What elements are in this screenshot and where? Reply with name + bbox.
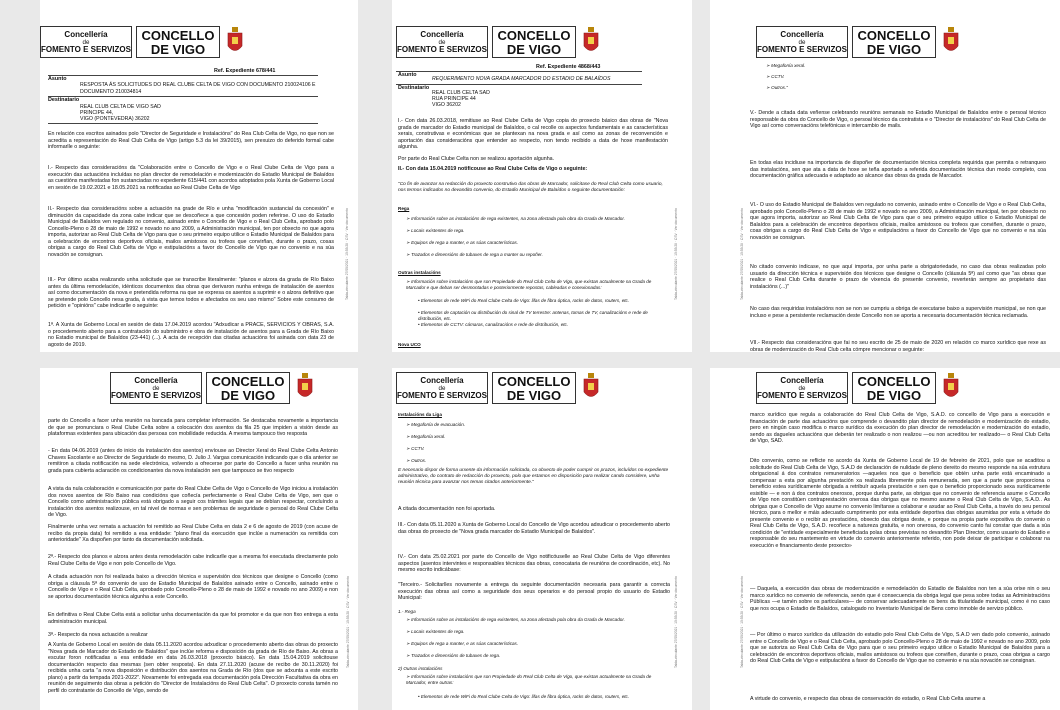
paragraph: parte do Concello a facer unha reunión na bancada para completar información. Se destacaba novamente a importancia de que se pronunciara o Real Clube Celta sobre a colocación dos asentos da fila 25 que impiden a visión desde as plataformas existentes para ubicación das persoas con mobilidade reducida. A mesma tampouco tivo resposta [48, 418, 338, 437]
asunto-value: RESPOSTA ÁS SOLICITUDES DO REAL CLUBE CELTA DE VIGO CON DOCUMENTO 210024106 E DOCUMENTO 210034814 [80, 82, 316, 95]
side-stamp: Tabla-vinculante 27/05/2021 · 10:55:28 · CSV · Ver documento [674, 208, 678, 300]
consellaria-box: Concellería de FOMENTO E SERVIZOS [756, 372, 848, 404]
paragraph: 1ª. A Xunta de Goberno Local en sesión de data 17.04.2019 acordou "Adxudicar a PRACE, SERVICIOS Y OBRAS, S.A. o procedemento aberto para a contratación do subministro e obra de instalación de asentos para a Grada de Río Baixo no Estadio municipal de Balaídos (23-441) (...). A acta de recepción das citadas actuacións foi asinada con data 23 de agosto de 2019. [48, 322, 334, 348]
list-item: ➢ Información sobre instalacións que son Propiedade do Real Club Celta de Vigo, que existan actualmente na Grada de Marcador, entre outras: [406, 674, 652, 685]
concello-box: CONCELLO DE VIGO [852, 372, 936, 404]
list-item: • Elementos de CCTV: cámaras, canalizacións e rede de distribución, etc. [418, 322, 569, 327]
vigo-crest-icon [582, 26, 600, 56]
paragraph: 3ª.- Respecto da nova actuación a realizar [48, 632, 148, 638]
paragraph: No citado convenio indicase, no que aquí importa, por unha parte a obrigatoriedade, no caso das obras realizadas polo usuario da dirección técnica e supervisión dos técnicos que designe o Concello (cláusula 5ª) así como que "as obras que realice o Real Club Celta durante o prazo de vixencia do presente convenio, reverterán sempre ao propietario das instalacións (...)" [750, 264, 1046, 290]
divider [396, 71, 642, 72]
concello-box: CONCELLO DE VIGO [136, 26, 220, 58]
side-stamp: Tabla-vinculante 27/05/2021 · 10:55:28 · CSV · Ver documento [740, 208, 744, 300]
destinatario-line: REAL CLUB CELTA DE VIGO SAD [80, 104, 161, 110]
document-page-2 [392, 0, 692, 352]
destinatario-line: RUA PRINCIPE 44 [432, 96, 476, 102]
list-item: ➢ Megafonía de evacuación. [406, 422, 466, 427]
paragraph: 2ª.- Respecto dos planos e alzora antes desta remodelación cabe indicarlle que a mesma foi executada directamente polo Real Clube Celta de Vigo e non polo Concello de Vigo. [48, 554, 338, 567]
document-page-1 [40, 0, 358, 352]
paragraph: En definitiva o Real Clube Celta está a solicitar unha documentación da que foi promotor e da que non fixo entrega a esta administración municipal. [48, 612, 338, 625]
divider [48, 123, 318, 124]
paragraph: VI.- O uso do Estadio Municipal de Balaídos ven regulado no convenio, asinado entre o Concello de Vigo e o Real Club Celta, aprobado polo Concello-Pleno o 28 de maio de 1992 e novado no ano 2009, a Administración municipal, ten por obxecto no que agora importa, autorizar ao Real Club Celta de Vigo para que o seu primeiro equipo utilice o Estadio Municipal de Balaídos para a celebración de encontros deportivos oficiais, mailos amistosos ou trofeos que conviñen, durante o prazo, coas obrigas a cargo do Real Club Celta de Vigo e estipulacións a favor do Concello de Vigo que no convenio e na súa novación se consignan. [750, 202, 1046, 241]
destinatario-label: Destinatario [48, 97, 80, 103]
consellaria-box: Concellería de FOMENTO E SERVIZOS [396, 26, 488, 58]
paragraph: A vista da nula colaboración e comunicación por parte do Real Clube Celta de Vigo o Concello de Vigo iniciou a instalación dos novos asentos de Río Baixo nas condicións que coñecía perfectamente o Real Clube Celta de Vigo, sen que o Concello como administración pública está obrigado a seguir cos trámites legais que se debían respectar, concluíndo a instalación dos asentos realizouse, en tal nivel de normas e sen problemas de seguridade o persoal do Real Clube Celta de Vigo. [48, 486, 338, 518]
list-item: ➢ Equipos de rega a manter, e as súas características. [406, 641, 519, 646]
destinatario-line: REAL CLUB CELTA SAD [432, 90, 490, 96]
paragraph: — Daquela, a execución das obras de modernización e remodelación do Estadio de Balaídos non ten a súa orixe nin o seu marco xurídico no convenio de referencia, senón que é consecuencia da obriga legal que pesa sobre todas as Administracións Públicas —e tamén sobre os particulares— de conservar adecuadamente os bens da titularidade municipal, como é no caso que nos ocupa o Estadio de Balaídos, catalogado no Inventario Municipal de Bens como inmoble de servizo público. [750, 586, 1050, 612]
consellaria-box: Concellería de FOMENTO E SERVIZOS [396, 372, 488, 404]
list-item: ➢ Trazados e dimensións de tubaxes de rega a manter ou repoñer. [406, 252, 543, 257]
section-title: 2) Outras instalacións [398, 666, 443, 671]
vigo-crest-icon [942, 372, 960, 402]
list-item: ➢ Información sobre as instalacións de rega existentes, na zona afectada pola obra da Grada de Marcador. [406, 216, 625, 221]
destinatario-label: Destinatario [398, 85, 430, 91]
list-item: ➢ Outros." [766, 85, 788, 90]
concello-box: CONCELLO DE VIGO [852, 26, 936, 58]
side-stamp: Tabla-vinculante 27/05/2021 · 10:55:28 · CSV · Ver documento [740, 576, 744, 668]
destinatario-line: VIGO (PONTEVEDRA) 36202 [80, 116, 150, 122]
vigo-crest-icon [296, 372, 314, 402]
divider [48, 75, 318, 76]
paragraph: III.- Con data 05.11.2020 a Xunta de Goberno Local do Concello de Vigo acordou adxudicar o procedemento aberto das obras do proxecto de "Nova grada marcador do Estadio Municipal de Balaídos". [398, 522, 670, 535]
paragraph: III.- Por último acaba realizando unha solicitude que se transcribe literalmente: "planos e alzora da grada de Río Baixo antes da última remodelación, idénticos documentos das obras que derivaron nunha entrega de instalación de asentos así como documentación da nova e pretendida reforma na que se expresa os asentos a suprimir e o alzora definitivo que se pretende polo Concello nesa grada, á vista que temos todos e afectados os seu uso mismo" Sobre este consumo de petición e "opinións" cabe indicarlle o seguinte: [48, 277, 334, 309]
list-item: ➢ Megafonía xeral. [766, 63, 806, 68]
section-title: Instalacións da Liga [398, 412, 442, 417]
paragraph: A Xunta de Goberno Local en sesión de data 05.11.2020 acordou adxudicar o procedemento aberto das obras do proxecto "Nova grada de Marcador do Estadio de Balaídos" que inclúe reforma e disposición da grada de Río de Baixo. As obras a escutar foron notificadas a esa entidade en data 26.03.2018 (proxecto básico). En data 15.04.2019 solicitouse documentación respecto das mesmas (sen obter resposta). En data 27.11.2020 (acuse de recibo de 30.11.2020) foi recibida unha carta "a nova disposición e distribución dos asentos na Grada de Río (dos que se adxunta a este escrito plano) a partir da tempada 2021-2022". Novamente foi entregada esa documentación pola Dirección Facultativa da obra en reunión de seguimento das obras a petición do "Director de Instalacións do Real Club Celta". O proxecto consta tamén no perfil do contratante do Concello de Vigo, sendo de [48, 642, 338, 694]
document-page-6 [710, 368, 1060, 710]
paragraph: No caso das requiridas instalacións non se non se cumpriu a obriga de executarse baixo a supervisión municipal, se non que incluso e pese a persistente reclamación deste Concello non se aporta a necesaria documentación técnica reclamada. [750, 306, 1046, 319]
side-stamp: Tabla-vinculante 27/05/2021 · 10:55:28 · CSV · Ver documento [346, 576, 350, 668]
paragraph: marco xurídico que regula a colaboración do Real Club Celta de Vigo, S.A.D. co concello de Vigo para a execución e financiación de parte das actuacións que comprende o devandito plan director de remodelación e modernización do estadio, pero en ningún caso modifica o marco xurídico da execución do plan director de remodelación e modernización do estadio, sendo as dagueles actuacións que deberán ter realizado o non realizou —ou non acreditou ter realizado— o Real Club Celta de Vigo, SAD. [750, 412, 1050, 444]
list-item: ➢ Outros. [406, 458, 427, 463]
paragraph: I.- Con data 26.03.2018, remitiuse ao Real Clube Celta de Vigo copia do proxecto básico das obras de "Nova grada de marcador do Estadio municipal de Balaídos, o cal recolle os aspectos fundamentais e as características xerais, construtivas e económicas que se plantexan na nova grada e así como as zonas de reconvención e aportación das consideracións que entender ao respecto, non tendo recibido a data de hoxe manifestación algunha. [398, 118, 668, 150]
paragraph: IV.- Con data 25.02.2021 por parte do Concello de Vigo notificóuselle ao Real Clube Celta de Vigo diferentes aspectos (asentos intervintes e responsables técnicos das obras, conocataria de reunións de coordinación, etc). No mesmo escrito indicábase: [398, 554, 670, 573]
paragraph: — Por último o marco xurídico da utilización do estadio polo Real Club Celta de Vigo, S.A.D ven dado polo convenio, asinado entre o Concello de Vigo e o Real Club Celta, aprobado polo Concello-Pleno o 28 de maio de 1992 e novado no ano 2009, polo que se autoriza ao Real Club Celta de Vigo para que o seu primeiro equipo utilice o Estadio Municipal de Balaídos para a celebración de encontros deportivos oficiais, mailos amistosos ou trofeos que conviñen, durante o prazo, coas obrigas a cargo do Real Club Celta de Vigo e estipulacións a favor do Concello de Vigo que no convenio e na súa novación se consignan. [750, 632, 1050, 664]
paragraph: Dito convenio, como se reflicte no acordo da Xunta de Goberno Local de 19 de febreiro de 2021, polo que se acaditou a solicitude do Real Club Celta de Vigo, S.A.D de declaración de nulidade de pleno dereito do mesmo responde na súa estrutura obrigacional á dos contratos remuneratorios —aqueles nos que o beneficio que obtén unha parte está encaminado a compensar a esta por algunha prestación xa realizada libremente pola remunerada, sen que a parte que proporciona o beneficio estea xurídicamente obrigada a retribuír aquela prestación e sen que o beneficio proporcionado sexa xurídicamente esixible — e non á dos contratos onerosos, porque dunha parte, as obrigas que no convenio de referencia asume o Concello de Vigo non constitúen contraprestación onerosa das obrigas que no mesmo asume o Real Club Celta de Vigo, S.A.D.. As obrigas que o Concello de Vigo asume no convenio limítanse a colaborar e axudar ao Real Club Celta, a través do seu persoal técnico, para o mellor e máis adecuado cumprimento por esta entidade deportiva das obrigas asumidas por esta a virtude do presente convenio e o recibir as prestacións, obxecto das obrigas deste, e porque na propia parte expositiva do convenio o Real Club Celta de Vigo, S.A.D. recoñece a natureza gratuíta, e non onerosa, do convenio canto fai constar que dada a súa condición de "entidade especialmente beneficiada polas obras previstas no devandito Plan Director, como usuario do Estadio e responsable do seu mantemento en virtude do convenio anteriormente referido, non pode deixar de participar e colaborar na execución e financiamento deste proxecto» [750, 458, 1050, 549]
document-page-3 [710, 0, 1060, 352]
consellaria-box: Concellería de FOMENTO E SERVIZOS [110, 372, 202, 404]
quote: "Co fin de avanzar na redacción do proxecto construtivo das obras de Marcador, solicitase do Real Club Celta como usuario, nos termos indicados no devandito convenio, do Estadio Municipal de Balaídos o seguinte documentación: [398, 182, 663, 193]
vigo-crest-icon [582, 372, 600, 402]
side-stamp: Tabla-vinculante 27/05/2021 · 10:55:28 · CSV · Ver documento [345, 208, 349, 300]
section-title: 1.- Rega [398, 609, 416, 614]
paragraph: Por parte do Real Clube Celta non se realizou aportación algunha. [398, 156, 555, 162]
paragraph: "Terceiro.- Solicitarlles novamente a entrega da seguinte documentación necesaria para garantir a correcta execución das obras así como a seguridade dos seus operarios e do persoal propio do usuario do Estadio Municipal: [398, 582, 670, 601]
consellaria-box: Concellería de FOMENTO E SERVIZOS [40, 26, 132, 58]
paragraph: VII.- Respecto das consideracións que fai no seu escrito de 25 de maio de 2020 en relación co marco xurídico que rexe as obras de modernización do Real Club celta cómpre mencionar o seguinte: [750, 340, 1046, 352]
divider [48, 96, 318, 97]
destinatario-line: VIGO 36202 [432, 102, 461, 108]
paragraph: II.- Respecto das consideracións sobre a actuación na grade de Río e unha "modificación sustancial da concesión" e diminución da capacidade da zona cabe indicar que se descoñece a que concesión poden referirse. O uso do Estadio Municipal de Balaídos ven regulado no convenio, asinado entre o Concello de Vigo e o Real Club Celta, aprobado polo Concello-Pleno o 28 de maio de 1992 e novado no ano 2009, a Administración municipal, ten por obxecto no que agora importa, autorizar ao Real Club Celta de Vigo para que o seu primeiro equipo utilice o Estadio Municipal de Balaídos para a celebración de encontros deportivos oficiais, mailos amistosos ou trofeos que convirñan, durante o prazo, cosas obrigas a cargo do Real Club Celta de Vigo e estipulacións a favor do Concello de Vigo que no convenio e na súa novación se consignan. [48, 206, 334, 258]
paragraph: V.- Dende a citada data veñense celebrando reunións semanais no Estadio Municipal de Balaídos entre o persoal técnico responsable da obra do Concello de Vigo, o persoal técnico da contratista e o "Director de instalacións" do Real Club Celta de Vigo así como conversacións telefónicas e intercambio de mails. [750, 110, 1046, 129]
paragraph: A citada actuación non foi realizada baixo a dirección técnica e supervisión dos técnicos que designe o Concello (como obriga a cláusula 5ª do convenio de uso de Estadio Municipal de Balaídos asinado entre o Concello, asinado entre o Concello de Vigo e o Real Club Celta, aprobado polo Concello-Pleno o 28 de maio de 1992 e novado no ano 2009) e non se aportou documentación técnica algunha a este Concello. [48, 574, 338, 600]
paragraph: En todas elas incidiuse na importancia de dispoñer de documentación técnica completa requirida que permita o retranqueo das instalacións, sen que ata a data de hoxe se teña aportado a referida documentación técnica dun modo completo, coa documentación gráfica adecuada e adaptado ao alcance das obras da grada de Marcador. [750, 160, 1046, 179]
document-page-5 [392, 368, 692, 710]
list-item: ➢ Locais existentes de rega. [406, 228, 465, 233]
concello-box: CONCELLO DE VIGO [492, 26, 576, 58]
list-item: ➢ Información sobre as instalacións de rega existentes, na zona afectada pola obra da Grada de Marcador. [406, 617, 625, 622]
paragraph: II.- Con data 15.04.2019 notificouse ao Real Clube Celta de Vigo o seguinte: [398, 166, 588, 172]
list-item: ➢ CCTV. [766, 74, 785, 79]
paragraph: I.- Respecto das consideracións da "Colaboración entre o Concello de Vigo e o Real Clube Celta de Vigo para a execución das actuacións incluídas no plan director de remodelación e modernización do Estadio Municipal de Balaídos as cuestións manifestadas fon sustanciadas no expediente 615/441 con acordos adoptados pola Xunta de Goberno Local en sesión de 19.02.2021 e 18.05.2021 xa notificadas ao Real Clube Celta de Vigo [48, 165, 334, 191]
list-item: ➢ Megafonía xeral. [406, 434, 446, 439]
vigo-crest-icon [942, 26, 960, 56]
expediente-ref: Ref. Expediente 678/441 [214, 68, 276, 74]
divider [396, 84, 642, 85]
section-title: Rega [398, 206, 410, 211]
asunto-value: REQUERIMENTO NOVA GRADA MARCADOR DO ESTADIO DE BALAÍDOS [432, 76, 611, 82]
side-stamp: Tabla-vinculante 27/05/2021 · 10:55:28 · CSV · Ver documento [674, 576, 678, 668]
quote: E necesario dispor de forma urxente da información solicitada, co obxecto de poder cumprir os prazos, incluídos no expediente administrativo, do contrato de redacción do proxecto, polo que estamos en disposición para realizar cando considere, unha reunión técnica para avanzar nos temas citados anteriormente." [398, 468, 669, 485]
list-item: • Elementos de rede WiFi do Real Clube Celta de Vigo: lifas de fibra óptica, racks de datos, routers, etc. [418, 694, 630, 699]
consellaria-box: Concellería de FOMENTO E SERVIZOS [756, 26, 848, 58]
list-item: • Elementos de rede WiFi do Real Clube Celta de Vigo: lifas de fibra óptica, racks de datos, routers, etc. [418, 298, 630, 303]
document-page-4 [40, 368, 358, 710]
list-item: • Elementos de captación ou distribución do sinal de TV terrestre: antenas, tomas de TV, canalizacións e rede de distribución, etc. [418, 310, 648, 321]
expediente-ref: Ref. Expediente 4868/443 [536, 64, 601, 70]
intro-paragraph: En relación cos escritos asinados polo "Director de Seguridade e Instalacións" do Rea Club Celta de Vigo, no que non se acredita a representación do Real Club Celta de Vigo (artigo 5.3 da lei 39/2015), sen prexuizo do deferido formal cabe informarlle o seguinte: [48, 131, 334, 150]
destinatario-line: PRINCIPE 44, [80, 110, 114, 116]
section-title: Nova UCO [398, 342, 421, 347]
concello-box: CONCELLO DE VIGO [206, 372, 290, 404]
paragraph: - En data 04.06.2019 (antes do inicio da instalación dos asentos) envíouse ao Director Xeral do Real Clube Celta Antonio Chaves Escolante e ao Director de Seguridade do mesmo, D. Julio J. Vargas comunicación indicando que o día anterior se remitiron a citada notificación na sede electrónica, volvendo a ofrecerse por parte do Concello a facer unha reunión na grada para cubierta aclaración os condicionantes da nova instalación sen que tampouco se tivo respecto [48, 448, 338, 474]
vigo-crest-icon [226, 26, 244, 56]
section-title: Outras instalacións [398, 270, 441, 275]
list-item: ➢ CCTV. [406, 446, 425, 451]
asunto-label: Asunto [398, 72, 417, 78]
paragraph: A virtude do convenio, e respecto das obras de conservación do estadio, o Real Club Celta asume a [750, 696, 986, 702]
paragraph: Finalmente unha vez remata a actuación foi remitido ao Real Clube Celta en data 2 e 6 de agosto de 2019 (con acuse de recibo da propia data) foi remitido a esa entidade: "plano final da execución que inclúe a numeración xa remitida con anterioridade" Xa dispoñen por tanto da documentación solicitada. [48, 524, 338, 543]
concello-box: CONCELLO DE VIGO [492, 372, 576, 404]
list-item: ➢ Locais existentes de rega. [406, 629, 465, 634]
asunto-label: Asunto [48, 76, 67, 82]
list-item: ➢ Información sobre instalacións que son Propiedade do Real Club Celta de Vigo, que existan actualmente na Grada de Marcador e que deban ser desmontadas e posteriormente repostas, cableadas e conexionadas: [406, 279, 652, 290]
list-item: ➢ Equipos de rega a manter, e as súas características. [406, 240, 519, 245]
paragraph: A citada documentación non foi aportada. [398, 506, 496, 512]
list-item: ➢ Trazados e dimensións de tubaxes de rega. [406, 653, 501, 658]
